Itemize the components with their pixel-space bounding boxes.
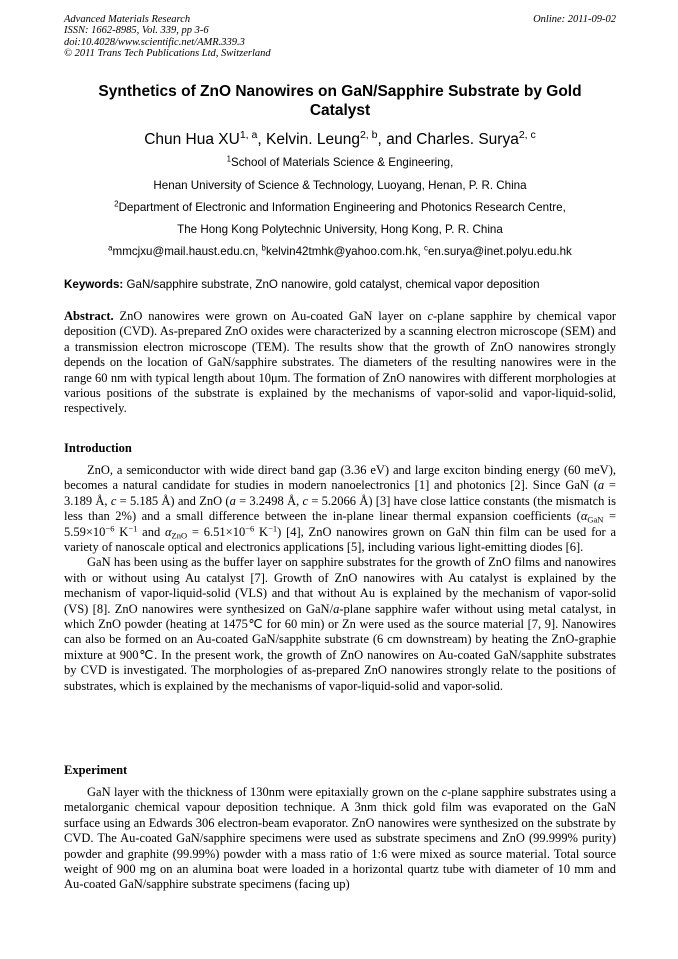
keywords-text: GaN/sapphire substrate, ZnO nanowire, gold catalyst, chemical vapor deposition — [123, 278, 540, 291]
subscript: ZnO — [171, 530, 188, 541]
introduction-paragraph-1 — [64, 463, 616, 555]
exponent: −1 — [128, 522, 138, 533]
author-1: Chun Hua XU — [144, 131, 240, 148]
issn-line: ISSN: 1662-8985, Vol. 339, pp 3-6 — [64, 25, 209, 37]
keywords-label: Keywords: — [64, 278, 124, 291]
affiliation-2-text: Department of Electronic and Information Engineering and Photonics Research Centre, — [118, 201, 566, 214]
abstract — [64, 309, 616, 417]
email-a[interactable]: mmcjxu@mail.haust.edu.cn, — [112, 245, 262, 258]
email-line — [64, 245, 616, 259]
alpha-symbol: α — [580, 509, 588, 524]
abstract-text-2: -plane sapphire by chemical vapor deposition (CVD). As-prepared ZnO oxides were characterized by a scanning electron microscope (SEM) and a transmission electron microscope (TEM). The results show that the growth of ZnO nanowires strongly depends on the location of GaN/sapphire substrates. The diameters of the resulting nanowires were in the range 60 nm with typical length about 10μm. The formation of ZnO nanowires with different morphologies at various positions of the substrate is explained by the mechanisms of vapor-solid and vapor-liquid-solid, respectively. — [64, 309, 617, 416]
exponent: −6 — [105, 522, 115, 533]
email-b[interactable]: kelvin42tmhk@yahoo.com.hk, — [265, 245, 424, 258]
exponent: −6 — [245, 522, 255, 533]
text-run: K — [254, 524, 269, 539]
text-run: = 5.185 Å) and ZnO ( — [116, 493, 230, 508]
author-3-affil: 2, c — [518, 129, 536, 142]
text-run: GaN has been using as the buffer layer on sapphire substrates for the growth of ZnO films and nanowires with or without using Au catalyst [7]. Growth of ZnO nanowires with Au catalyst is explained by the mechanism of vapor-liquid-solid (VLS) and that without Au is explained by the mechanism of vapor-solid (VS) [8]. ZnO nanowires were synthesized on GaN/ — [64, 555, 616, 616]
text-run: = 5.59×10 — [64, 509, 616, 539]
paper-title — [64, 82, 616, 120]
exponent: −1 — [268, 522, 278, 533]
italic-var: a — [597, 478, 605, 493]
author-3: , and Charles. Surya — [377, 131, 519, 148]
text-run: -plane sapphire wafer without using metal catalyst, in which ZnO powder (heating at 1475℃ for 60 min) or Zn were used as the source material [7, 9]. Nanowires can also be formed on an Au-coated GaN/sapphite substrate (6 cm downstream) by heating the ZnO-graphie mixture at 900℃. In the present work, the growth of ZnO nanowires on Au-coated GaN/sapphite substrates by CVD is investigated. The morphologies of as-prepared ZnO nanowires strongly relate to the positions of substrates, which is explained by the mechanisms of vapor-liquid-solid and vapor-solid. — [64, 601, 616, 693]
introduction-body — [64, 463, 616, 694]
affiliation-1-text: School of Materials Science & Engineering, — [231, 156, 454, 169]
affiliation-1-line-1 — [64, 156, 616, 170]
text-run: = 5.2066 Å) [3] have close lattice constants (the mismatch is less than 2%) and a small difference between the in-plane linear thermal expansion coefficients ( — [64, 493, 617, 524]
keywords — [64, 278, 616, 292]
author-2-affil: 2, b — [359, 129, 378, 142]
email-c[interactable]: en.surya@inet.polyu.edu.hk — [427, 245, 572, 258]
text-run: -plane sapphire substrates using a metalorganic chemical vapour deposition technique. A 3nm thick gold film was evaporated on the GaN surface using an Edwards 306 electron-beam evaporator. ZnO nanowires were synthesized on the substrate by CVD. The Au-coated GaN/sapphire specimens were used as substrate specimens and ZnO (99.999% purity) powder and graphite (99.99%) powder with a mass ratio of 1:6 were mixed as source material. Total source weight of 900 mg on an alumina boat were loaded in a horizontal quartz tube with diameter of 10 mm and Au-coated GaN/sapphire substrate specimens (facing up) — [64, 785, 616, 892]
text-run: K — [114, 524, 129, 539]
author-2: , Kelvin. Leung — [257, 131, 360, 148]
journal-header — [64, 14, 616, 60]
email-c-marker: c — [424, 243, 428, 253]
title-line-1: Synthetics of ZnO Nanowires on GaN/Sapphire Substrate by Gold — [98, 83, 582, 100]
text-run: and — [137, 524, 165, 539]
italic-var: a — [333, 601, 340, 616]
italic-var: c — [441, 785, 448, 799]
email-a-marker: a — [108, 243, 113, 253]
abstract-label: Abstract. — [64, 309, 114, 323]
text-run: ZnO, a semiconductor with wide direct band gap (3.36 eV) and large exciton binding energy (60 meV), becomes a natural candidate for studies in modern nanoelectronics [1] and photonics [2]. Since GaN ( — [64, 463, 616, 493]
text-run: ) [4], ZnO nanowires grown on GaN thin film can be used for a variety of nanoscale optical and electronics applications [5], including various light-emitting diodes [6]. — [64, 524, 617, 555]
subscript: GaN — [587, 514, 604, 525]
experiment-body — [64, 785, 616, 893]
affiliation-2-marker: 2 — [114, 199, 119, 209]
text-run: = 6.51×10 — [187, 524, 246, 539]
italic-var: a — [229, 493, 236, 508]
experiment-paragraph-1 — [64, 785, 616, 893]
online-date: Online: 2011-09-02 — [533, 14, 616, 25]
affiliation-2-line-1 — [64, 201, 616, 215]
affiliation-2-line-2: The Hong Kong Polytechnic University, Hong Kong, P. R. China — [177, 223, 503, 236]
affiliation-1-marker: 1 — [226, 154, 232, 164]
abstract-paragraph — [64, 309, 616, 417]
abstract-italic-c: c — [427, 309, 434, 323]
journal-name: Advanced Materials Research — [64, 14, 191, 25]
abstract-text-1: ZnO nanowires were grown on Au-coated GaN layer on — [113, 309, 428, 323]
italic-var: c — [110, 493, 117, 508]
author-1-affil: 1, a — [239, 129, 258, 142]
section-heading-introduction: Introduction — [64, 441, 132, 455]
copyright-line: © 2011 Trans Tech Publications Ltd, Switzerland — [64, 48, 271, 60]
text-run: = 3.189 Å, — [64, 478, 616, 508]
alpha-symbol: α — [164, 524, 172, 539]
author-list — [64, 131, 616, 149]
introduction-paragraph-2 — [64, 555, 616, 694]
text-run: = 3.2498 Å, — [235, 493, 303, 508]
section-heading-experiment: Experiment — [64, 763, 128, 777]
text-run: GaN layer with the thickness of 130nm were epitaxially grown on the — [87, 785, 442, 799]
title-line-2: Catalyst — [309, 102, 371, 119]
affiliation-1-line-2: Henan University of Science & Technology, Luoyang, Henan, P. R. China — [153, 179, 527, 192]
email-b-marker: b — [261, 243, 266, 253]
doi-line: doi:10.4028/www.scientific.net/AMR.339.3 — [64, 36, 245, 48]
italic-var: c — [302, 493, 309, 508]
